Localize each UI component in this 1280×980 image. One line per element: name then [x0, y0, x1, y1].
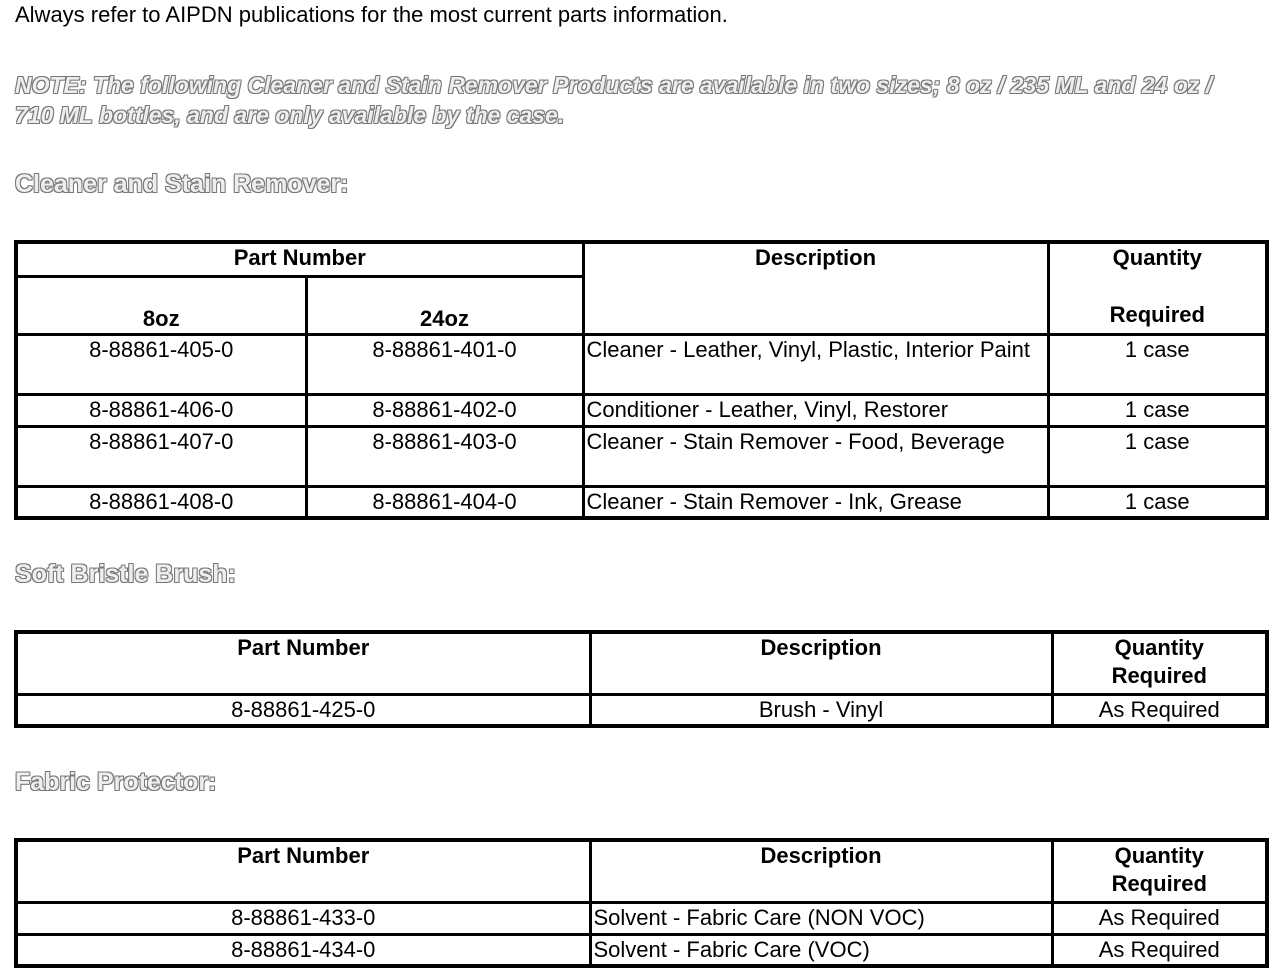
- header-description: Description: [583, 242, 1048, 334]
- quantity: As Required: [1052, 934, 1267, 966]
- brush-table: [14, 630, 1269, 728]
- description: Conditioner - Leather, Vinyl, Restorer: [583, 394, 1048, 426]
- quantity: 1 case: [1048, 426, 1267, 486]
- description: Solvent - Fabric Care (NON VOC): [590, 902, 1052, 934]
- part-number: 8-88861-434-0: [16, 934, 590, 966]
- part-24oz: 8-88861-403-0: [306, 426, 583, 486]
- part-number: 8-88861-425-0: [16, 694, 590, 726]
- quantity: 1 case: [1048, 486, 1267, 518]
- fabric-table: [14, 838, 1269, 968]
- part-8oz: 8-88861-406-0: [16, 394, 306, 426]
- header-description: Description: [590, 632, 1052, 694]
- header-quantity-bottom: Required: [1109, 302, 1205, 327]
- table-row: [16, 694, 1267, 726]
- intro-text: Always refer to AIPDN publications for the most current parts information.: [15, 2, 728, 27]
- cleaner-table: [14, 240, 1269, 520]
- part-8oz: 8-88861-408-0: [16, 486, 306, 518]
- table-row: [16, 394, 1267, 426]
- part-8oz: 8-88861-405-0: [16, 334, 306, 394]
- header-part-number: Part Number: [16, 632, 590, 694]
- header-quantity-bottom: Required: [1111, 663, 1207, 688]
- header-quantity-bottom: Required: [1111, 871, 1207, 896]
- description: Brush - Vinyl: [590, 694, 1052, 726]
- quantity: As Required: [1052, 902, 1267, 934]
- section-title-fabric: Fabric Protector:: [15, 768, 217, 796]
- quantity: As Required: [1052, 694, 1267, 726]
- section-title-cleaner: Cleaner and Stain Remover:: [15, 170, 349, 198]
- note-text: NOTE: The following Cleaner and Stain Remover Products are available in two sizes; 8 oz / 235 ML and 24 oz / 710 ML bottles, and are only available by the case.: [15, 72, 1213, 128]
- description: Solvent - Fabric Care (VOC): [590, 934, 1052, 966]
- table-row: [16, 902, 1267, 934]
- table-row: [16, 934, 1267, 966]
- header-quantity: [1052, 840, 1267, 902]
- quantity: 1 case: [1048, 334, 1267, 394]
- header-part-number: Part Number: [16, 242, 583, 276]
- header-quantity: [1048, 242, 1267, 334]
- part-24oz: 8-88861-402-0: [306, 394, 583, 426]
- quantity: 1 case: [1048, 394, 1267, 426]
- header-quantity-top: Quantity: [1112, 245, 1202, 270]
- table-row: [16, 334, 1267, 394]
- header-description: Description: [590, 840, 1052, 902]
- table-row: [16, 486, 1267, 518]
- part-24oz: 8-88861-404-0: [306, 486, 583, 518]
- description: Cleaner - Leather, Vinyl, Plastic, Interior Paint: [583, 334, 1048, 394]
- header-8oz: 8oz: [16, 276, 306, 334]
- part-number: 8-88861-433-0: [16, 902, 590, 934]
- table-row: [16, 426, 1267, 486]
- header-quantity-top: Quantity: [1114, 843, 1204, 868]
- header-quantity-top: Quantity: [1114, 635, 1204, 660]
- section-title-brush: Soft Bristle Brush:: [15, 560, 236, 588]
- header-quantity: [1052, 632, 1267, 694]
- description: Cleaner - Stain Remover - Ink, Grease: [583, 486, 1048, 518]
- header-24oz: 24oz: [306, 276, 583, 334]
- description: Cleaner - Stain Remover - Food, Beverage: [583, 426, 1048, 486]
- part-24oz: 8-88861-401-0: [306, 334, 583, 394]
- part-8oz: 8-88861-407-0: [16, 426, 306, 486]
- header-part-number: Part Number: [16, 840, 590, 902]
